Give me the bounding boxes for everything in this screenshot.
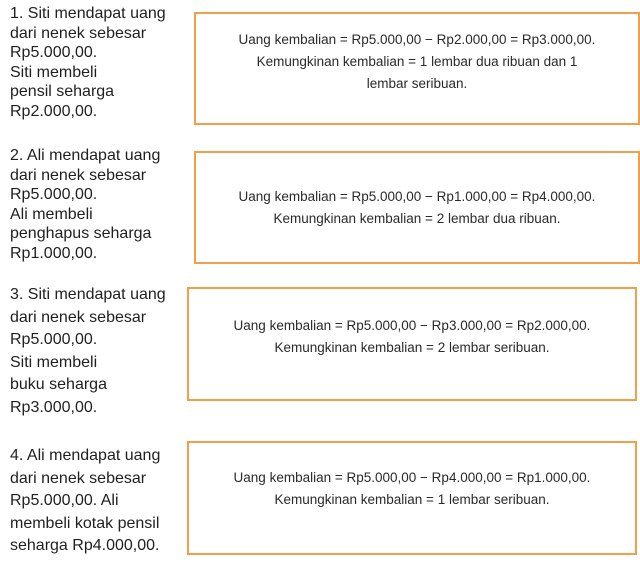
problem-line: Rp5.000,00.	[10, 44, 98, 61]
answer-box-4	[187, 441, 637, 555]
problem-line: Rp5.000,00.	[10, 186, 98, 203]
answer-line: lembar seribuan.	[366, 76, 468, 91]
problem-line: dari nenek sebesar	[10, 308, 147, 326]
problem-line: Siti membeli	[10, 353, 98, 371]
problem-line: penghapus seharga	[10, 225, 152, 242]
problem-line: 1. Siti mendapat uang	[10, 5, 166, 22]
problem-line: Rp2.000,00.	[10, 102, 98, 120]
problem-4-text	[10, 445, 188, 558]
problem-line: Rp5.000,00.	[10, 331, 98, 348]
problem-line: Rp5.000,00. Ali	[10, 492, 119, 509]
answer-line: Kemungkinan kembalian = 1 lembar seribuan.	[274, 492, 550, 507]
answer-line: Uang kembalian = Rp5.000,00 − Rp2.000,00 = Rp3.000,00.	[238, 32, 596, 47]
answer-line: Uang kembalian = Rp5.000,00 − Rp3.000,00 = Rp2.000,00.	[233, 318, 591, 333]
problem-1-text	[10, 4, 188, 121]
problem-line: Rp3.000,00.	[10, 398, 98, 416]
problem-2-text	[10, 146, 188, 263]
problem-line: membeli kotak pensil	[10, 514, 160, 532]
problem-3-text	[10, 284, 188, 419]
problem-line: 2. Ali mendapat uang	[10, 147, 161, 164]
answer-line: Kemungkinan kembalian = 1 lembar dua ribuan dan 1	[256, 54, 578, 69]
problem-line: 3. Siti mendapat uang	[10, 286, 166, 303]
answer-line: Uang kembalian = Rp5.000,00 − Rp1.000,00 = Rp4.000,00.	[238, 188, 596, 204]
problem-line: seharga Rp4.000,00.	[10, 537, 160, 554]
problem-line: dari nenek sebesar	[10, 166, 147, 184]
answer-line: Kemungkinan kembalian = 2 lembar dua ribuan.	[273, 210, 561, 226]
answer-box-1	[194, 12, 640, 125]
problem-line: Ali membeli	[10, 205, 93, 223]
answer-line: Uang kembalian = Rp5.000,00 − Rp4.000,00 = Rp1.000,00.	[233, 470, 591, 485]
problem-line: Siti membeli	[10, 63, 98, 81]
answer-box-2	[194, 151, 640, 264]
problem-line: buku seharga	[10, 376, 107, 393]
problem-line: dari nenek sebesar	[10, 24, 147, 42]
problem-line: dari nenek sebesar	[10, 469, 147, 487]
problem-line: pensil seharga	[10, 83, 115, 100]
answer-box-3	[187, 287, 637, 401]
answer-line: Kemungkinan kembalian = 2 lembar seribuan.	[274, 340, 550, 355]
problem-line: 4. Ali mendapat uang	[10, 447, 161, 464]
problem-line: Rp1.000,00.	[10, 244, 98, 262]
